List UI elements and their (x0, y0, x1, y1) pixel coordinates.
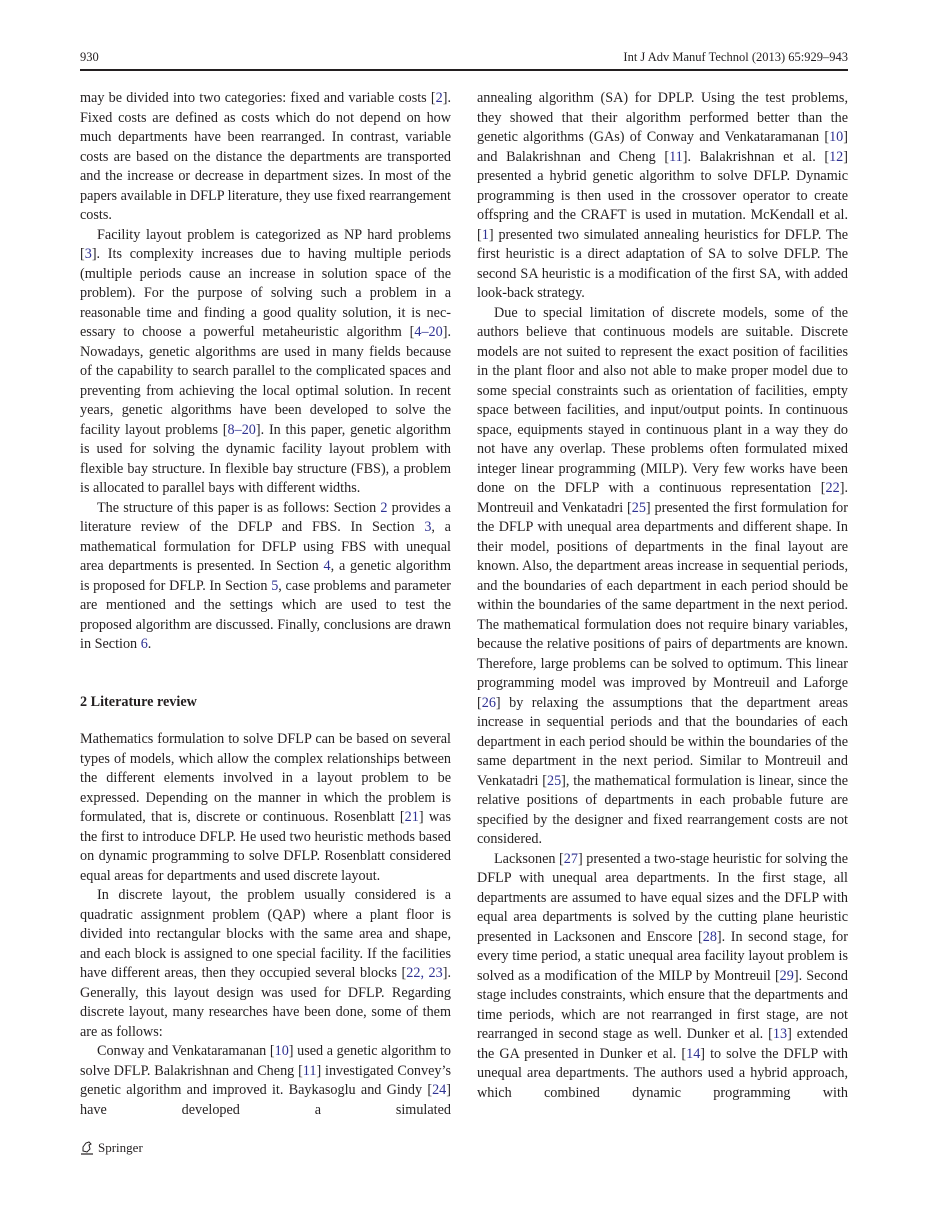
section-link[interactable]: 4 (323, 558, 331, 574)
paragraph: Lacksonen [27] presented a two-stage heuristic for solving the DFLP with unequal area departments. In the first stage, all departments are assumed to have equal sizes and the DFLP with equal area departments is solved by the cutting plane heuristic presented in Lacksonen and Enscore [28]. In second stage, for every time period, a static unequal area facility layout problem is solved as a modification of the MILP by Montreuil [29]. Second stage includes constraints, which ensure that the departments and time periods, which are not rearranged in first stage, are not rearranged in second stage as well. Dunker et al. [13] extended the GA presented in Dunker et al. [14] to solve the DFLP with unequal area departments. The authors used a hybrid approach, which combined dynamic programming with (477, 850, 849, 1101)
springer-horse-logo-icon (80, 1140, 94, 1156)
citation-link[interactable]: 25 (546, 772, 562, 789)
page-number: 930 (80, 50, 99, 64)
citation-link[interactable]: 2 (435, 90, 443, 106)
citation-link[interactable]: 26 (481, 694, 496, 711)
right-column (477, 89, 848, 1103)
citation-link[interactable]: 14 (686, 1045, 701, 1062)
section-link[interactable]: 6 (140, 636, 148, 652)
citation-link[interactable]: 25 (631, 499, 646, 516)
section-link[interactable]: 3 (424, 519, 432, 535)
citation-link[interactable]: 8–20 (227, 421, 256, 438)
citation-link[interactable]: 29 (779, 967, 794, 984)
citation-link[interactable]: 1 (481, 226, 489, 243)
citation-link[interactable]: 10 (829, 129, 844, 145)
paragraph: Facility layout problem is categorized as NP hard problems [3]. Its complexity increases due to having multiple periods (multiple periods cause an increase in solution space of the problem). For the purpose of solving such a problem in a reasonable time and finding a good quality solution, it is necessary to choose a powerful metaheuristic algorithm [4–20]. Nowadays, genetic algorithms are used in many fields because of the capability to search parallel to the complicated spaces and preventing from achieving the local optimal solution. In recent years, genetic algorithms have been developed to solve the facility layout problems [8–20]. In this paper, genetic algorithm is used for solving the dynamic facility layout problem with flexible bay structure. In flexible bay structure (FBS), a problem is allocated to parallel bays with different widths. (80, 226, 451, 496)
paragraph: may be divided into two categories: fixed and variable costs [2]. Fixed costs are defined as costs which do not depend on how much departments have been rearranged. In contrast, variable costs are based on the distance the departments are transported and the increase or decrease in department sizes. In most of the papers available in DFLP literature, they use fixed rearrangement costs. (80, 90, 451, 223)
citation-link[interactable]: 10 (274, 1043, 289, 1059)
paragraph: Mathematics formulation to solve DFLP can be based on several types of models, which allow the complex relationships between the different elements involved in a layout problem to be expressed. Depending on the manner in which the problem is formulated, that is, discrete or continuous. Rosenblatt [21] was the first to introduce DFLP. He used two heuristic methods based on dynamic programming to solve DFLP. Rosenblatt considered equal areas for departments and used discrete layout. (80, 731, 451, 884)
citation-link[interactable]: 27 (563, 850, 578, 867)
left-column (80, 89, 451, 1120)
citation-link[interactable]: 11 (669, 148, 683, 165)
publisher-footer (80, 1140, 143, 1156)
citation-link[interactable]: 28 (702, 928, 717, 945)
section-heading: 2 Literature review (80, 693, 197, 710)
citation-link[interactable]: 13 (772, 1026, 788, 1042)
citation-link[interactable]: 24 (432, 1082, 447, 1098)
paragraph: Conway and Venkataramanan [10] used a genetic algorithm to solve DFLP. Balakrishnan and Cheng [11] investigated Convey’s genetic algorithm and improved it. Baykasoglu and Gindy [24] have developed a simulated (80, 1043, 451, 1118)
section-link[interactable]: 5 (271, 577, 279, 594)
citation-link[interactable]: 21 (404, 809, 419, 825)
publisher-name: Springer (98, 1140, 143, 1155)
citation-link[interactable]: 4–20 (414, 324, 443, 340)
citation-link[interactable]: 22 (825, 480, 840, 496)
paragraph: The structure of this paper is as follows: Section 2 provides a literature review of the DFLP and FBS. In Section 3, a mathematical formulation for DFLP using FBS with unequal area departments is presented. In Section 4, a genetic algorithm is proposed for DFLP. In Section 5, case problems and parameter are mentioned and the settings which are used to test the proposed algorithm are discussed. Finally, conclusions are drawn in Section 6. (80, 499, 451, 652)
paragraph: Due to special limitation of discrete models, some of the authors believe that continuous models are suitable. Discrete models are not suited to represent the exact position of facilities in the plant floor and also not able to make proper model due to some special constraints such as orientation of facilities, empty space between facilities, and input/output points. In continuous space, equipments stayed in continuous plant in a way they do not have any overlap. These problems often formulated mixed integer linear programming (MILP). Very few works have been done on the DFLP with a continuous representation [22]. Montreuil and Venkatadri [25] presented the first formulation for the DFLP with unequal area departments and different shape. In their model, positions of departments in the final layout are known. Also, the department areas increase in sequential periods, and the boundaries of each department in each period should be within the boundaries of the same department in the next period. The mathematical formulation does not require binary variables, because the relative positions of pairs of departments are known. Therefore, large problems can be solved to optimum. This linear programming model was improved by Montreuil and Laforge [26] by relaxing the assumptions that the department areas increase in sequential periods and that the boundaries of each department in each period should be within the boundaries of the same department in the next period. Similar to Montreuil and Venkatadri [25], the mathematical formulation is linear, since the relative positions of departments in each probable future are specified by the designer and fixed rearrangement costs are not considered. (477, 304, 849, 847)
citation-link[interactable]: 12 (829, 148, 844, 165)
citation-link[interactable]: 22, 23 (406, 965, 443, 981)
paragraph: annealing algorithm (SA) for DPLP. Using the test problems, they showed that their algorithm performed better than the genetic algorithms (GAs) of Conway and Venkataramanan [10] and Balakrishnan and Cheng [11]. Balakrishnan et al. [12] presented a hybrid genetic algorithm to solve DFLP. Dynamic programming is then used in the crossover operator to create offspring and the CRAFT is used in mutation. McKendall et al. [1] presented two simulated annealing heuristics for DFLP. The first heuristic is a direct adaptation of SA to solve DFLP. The second SA heuristic is a modification of the first SA, with added look-back strategy. (477, 90, 848, 301)
citation-link[interactable]: 11 (302, 1062, 317, 1079)
running-header (80, 50, 848, 65)
section-link[interactable]: 2 (380, 499, 388, 516)
header-rule (80, 69, 848, 71)
paragraph: In discrete layout, the problem usually considered is a quadratic assignment problem (QAP) where a plant floor is divided into rectangular blocks with the same area and shape, and each block is assigned to one special facility. If the facilities have different areas, then they occupied several blocks [22, 23]. Generally, this layout design was used for DFLP. Regarding discrete layout, many researches have been done, some of them are as follows: (80, 887, 452, 1040)
citation-link[interactable]: 3 (84, 246, 92, 262)
journal-citation: Int J Adv Manuf Technol (2013) 65:929–943 (623, 50, 848, 64)
